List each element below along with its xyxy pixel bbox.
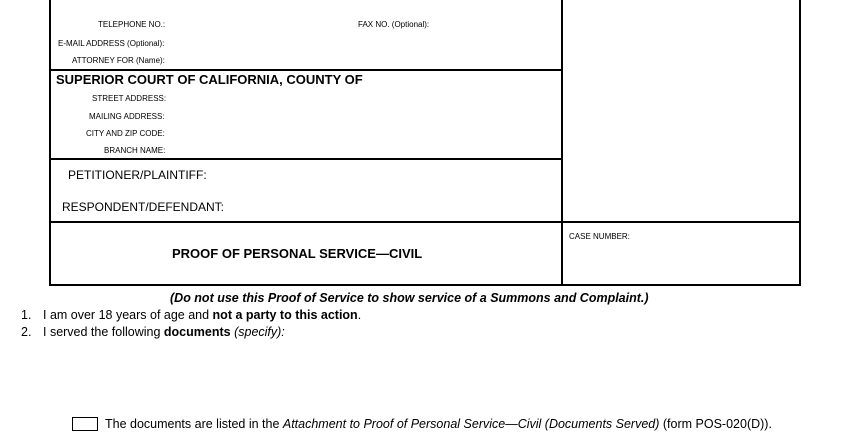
documents-served-field[interactable] xyxy=(43,343,803,413)
item-1-text-end: . xyxy=(357,308,362,322)
parties-section-divider xyxy=(49,221,801,223)
frame-bottom-border xyxy=(49,284,801,286)
form-title: PROOF OF PERSONAL SERVICE—CIVIL xyxy=(172,246,423,261)
item-2-text-bold: documents xyxy=(163,325,231,339)
frame-right-border xyxy=(799,0,801,285)
attachment-text-italic: Attachment to Proof of Personal Service—Civil (Documents Served) xyxy=(282,417,660,431)
item-2-text xyxy=(43,325,285,339)
fax-label: FAX NO. (Optional): xyxy=(358,20,430,29)
attachment-text xyxy=(105,417,772,431)
petitioner-label: PETITIONER/PLAINTIFF: xyxy=(68,168,207,182)
attachment-text-start: The documents are listed in the xyxy=(105,417,283,431)
petitioner-field[interactable] xyxy=(214,166,554,180)
instruction-note: (Do not use this Proof of Service to show service of a Summons and Complaint.) xyxy=(170,291,649,305)
case-number-label: CASE NUMBER: xyxy=(569,232,630,241)
item-2-number: 2. xyxy=(21,325,32,339)
mailing-address-label: MAILING ADDRESS: xyxy=(89,112,165,121)
item-1-text xyxy=(43,308,361,322)
case-number-field[interactable] xyxy=(566,246,794,278)
attorney-for-label: ATTORNEY FOR (Name): xyxy=(72,56,165,65)
respondent-label: RESPONDENT/DEFENDANT: xyxy=(62,200,225,214)
street-address-field[interactable] xyxy=(170,92,550,104)
court-section-divider xyxy=(49,158,562,160)
city-zip-field[interactable] xyxy=(170,127,550,139)
street-address-label: STREET ADDRESS: xyxy=(92,94,167,103)
attorney-section-divider xyxy=(49,69,562,71)
item-1-text-start: I am over 18 years of age and xyxy=(43,308,213,322)
item-2-text-italic: (specify): xyxy=(234,325,285,339)
item-2-text-start: I served the following xyxy=(43,325,164,339)
frame-left-border xyxy=(49,0,51,285)
column-divider xyxy=(561,0,563,285)
attachment-checkbox[interactable] xyxy=(72,417,98,431)
branch-name-label: BRANCH NAME: xyxy=(104,146,166,155)
telephone-field[interactable] xyxy=(170,18,350,30)
email-label: E-MAIL ADDRESS (Optional): xyxy=(58,39,165,48)
branch-name-field[interactable] xyxy=(170,144,550,156)
email-field[interactable] xyxy=(170,37,550,49)
mailing-address-field[interactable] xyxy=(170,110,550,122)
attorney-for-field[interactable] xyxy=(170,54,550,66)
telephone-label: TELEPHONE NO.: xyxy=(98,20,166,29)
city-zip-label: CITY AND ZIP CODE: xyxy=(86,129,165,138)
item-1-text-bold: not a party to this action xyxy=(212,308,358,322)
court-heading: SUPERIOR COURT OF CALIFORNIA, COUNTY OF xyxy=(56,72,363,87)
attachment-text-end: (form POS-020(D)). xyxy=(659,417,772,431)
respondent-field[interactable] xyxy=(214,198,554,212)
fax-field[interactable] xyxy=(436,18,556,30)
item-1-number: 1. xyxy=(21,308,32,322)
